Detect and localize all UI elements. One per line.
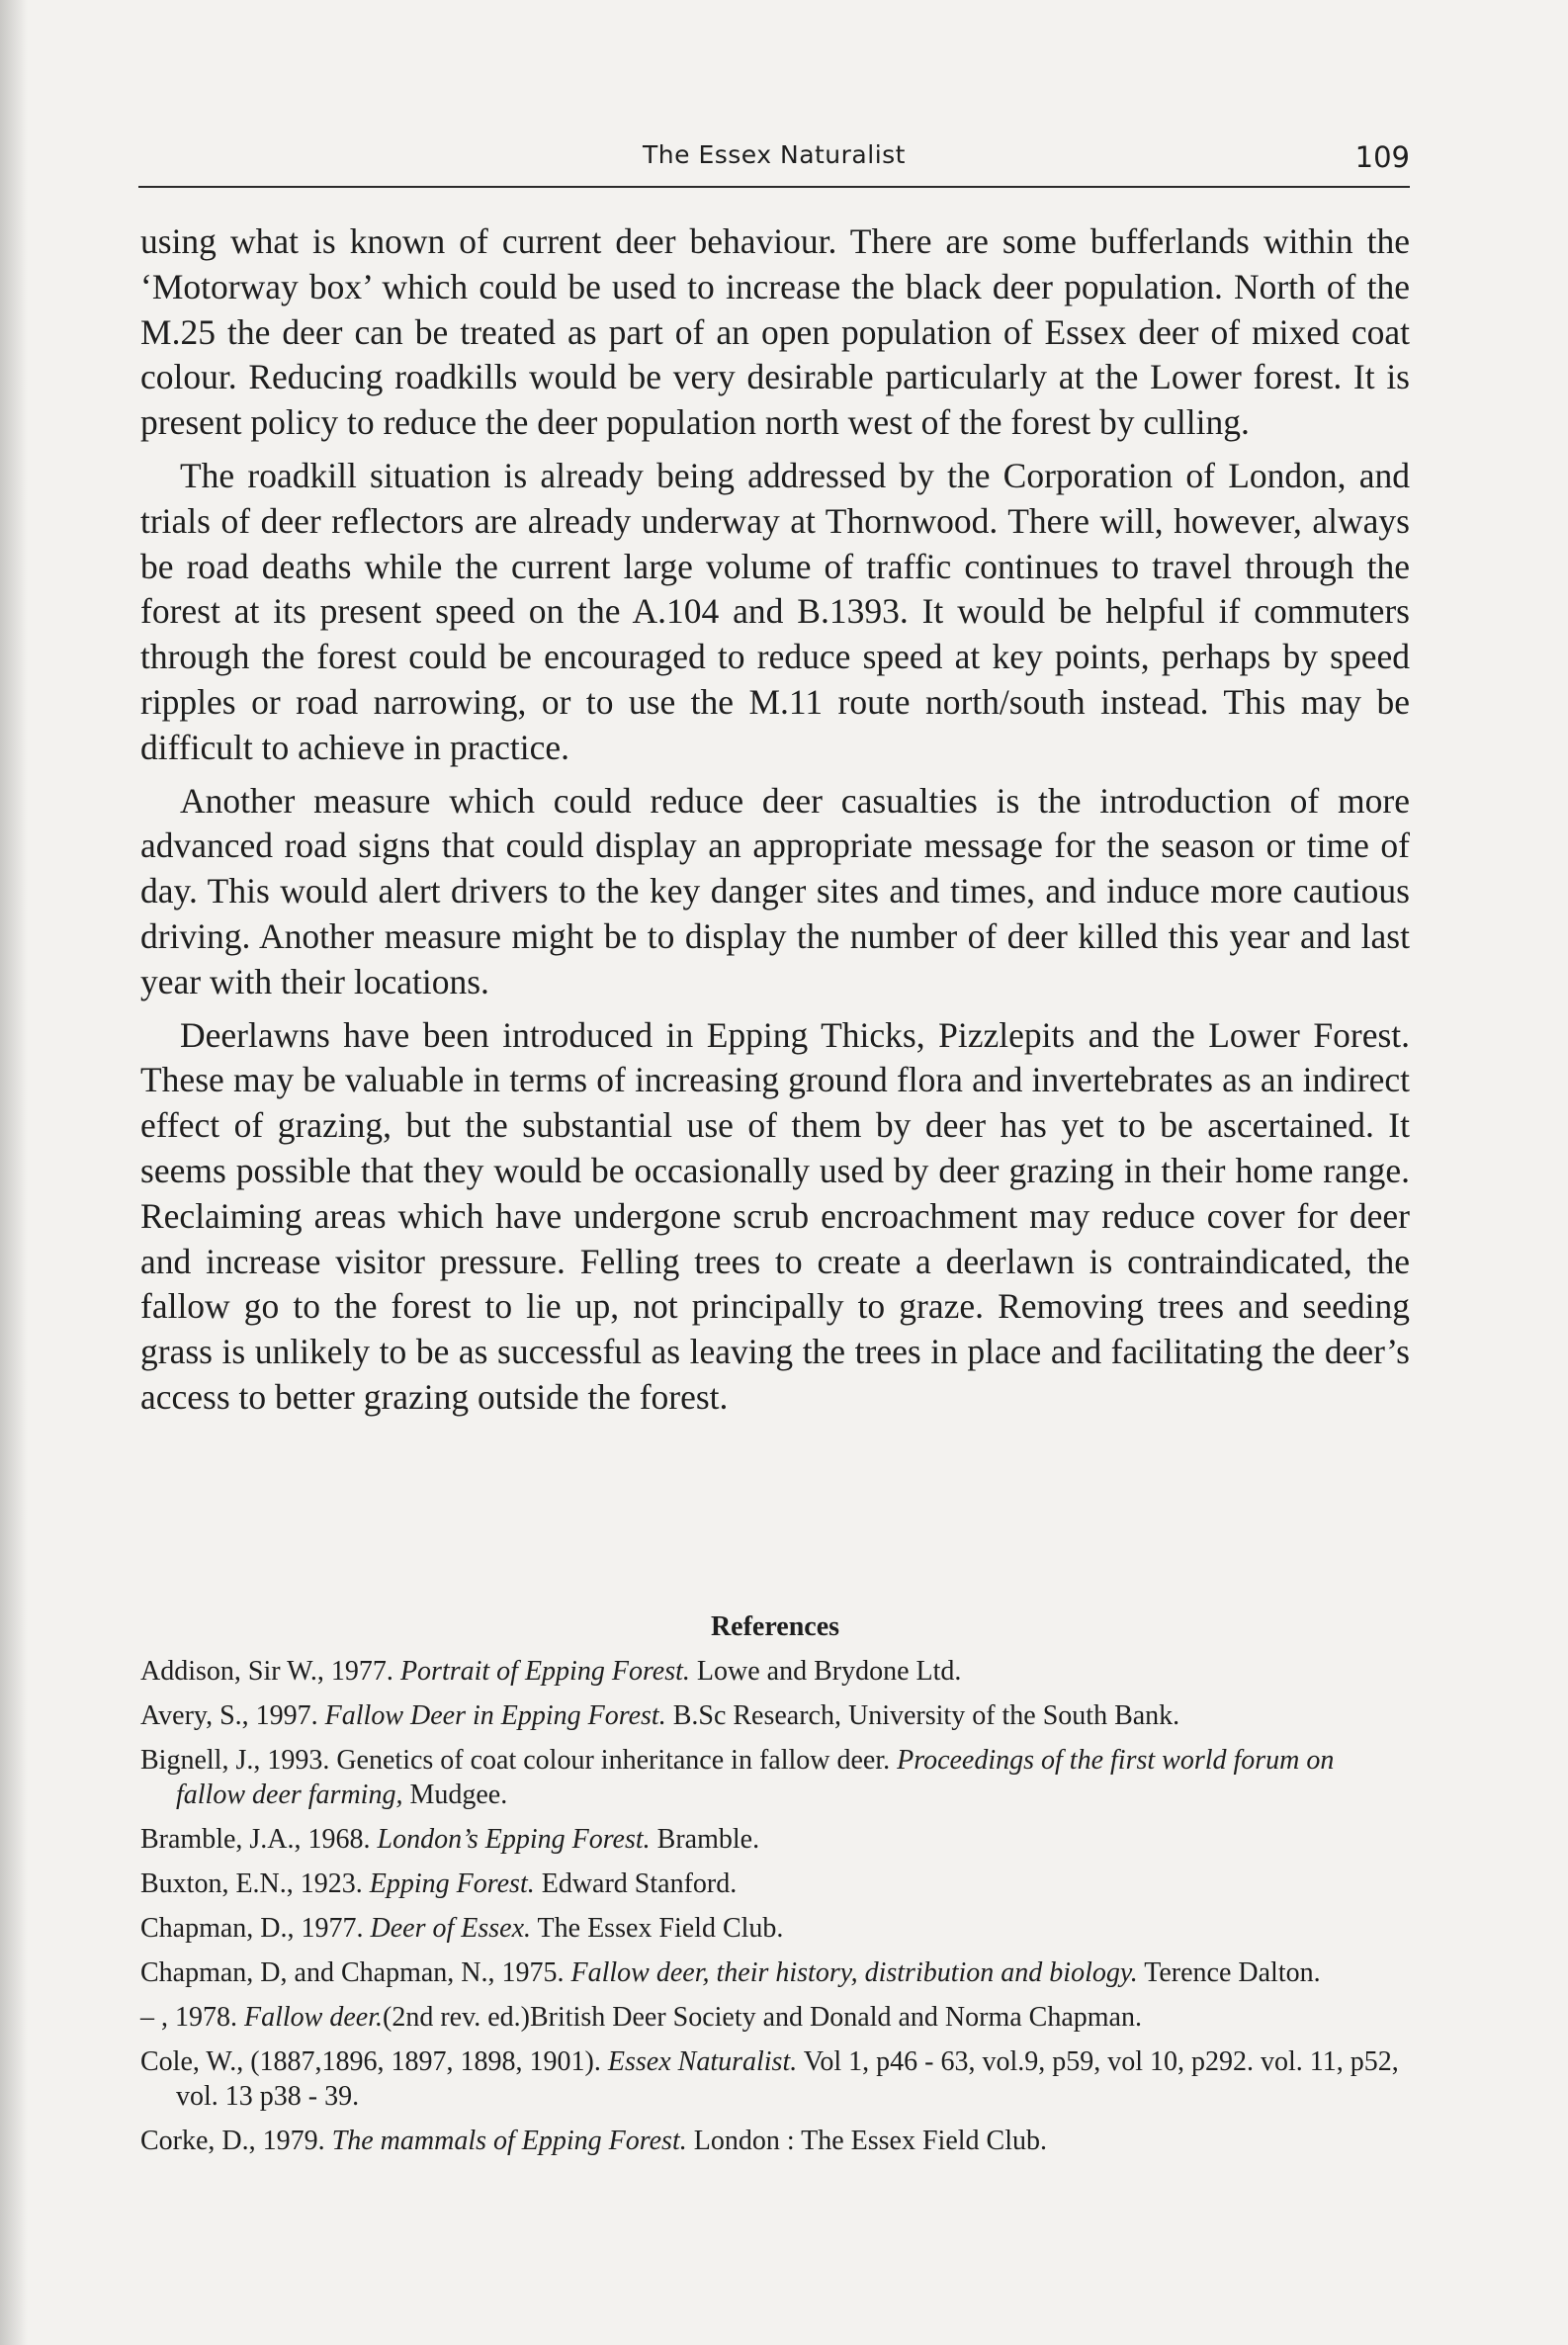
reference-text: Mudgee. — [402, 1780, 508, 1810]
reference-item — [140, 2124, 1410, 2158]
paragraph: using what is known of current deer behaviour. There are some bufferlands within the ‘Motorway box’ which could be used to increase the black deer population. North of the M.25 the deer can be treated as part of an open population of Essex deer of mixed coat colour. Reducing roadkills would be very desirable particularly at the Lower forest. It is present policy to reduce the deer population north west of the forest by culling. — [140, 221, 1410, 443]
reference-text: B.Sc Research, University of the South Bank. — [665, 1700, 1180, 1731]
reference-text: Lowe and Brydone Ltd. — [689, 1656, 962, 1687]
reference-title: Portrait of Epping Forest. — [399, 1656, 690, 1687]
reference-item — [140, 1698, 1410, 1733]
reference-text: Avery, S., 1997. — [140, 1700, 325, 1731]
reference-item — [140, 2000, 1410, 2035]
reference-text: London : The Essex Field Club. — [686, 2126, 1047, 2156]
running-header — [138, 130, 1410, 188]
paragraph: Deerlawns have been introduced in Epping Thicks, Pizzlepits and the Lower Forest. These may be valuable in terms of increasing ground flora and invertebrates as an indirect effect of grazing, but the substantial use of them by deer has yet to be ascertained. It seems possible that they would be occasionally used by deer grazing in their home range. Reclaiming areas which have undergone scrub encroachment may reduce cover for deer and increase visitor pressure. Felling trees to create a deerlawn is contraindicated, the fallow go to the forest to lie up, not principally to graze. Removing trees and seeding grass is unlikely to be as successful as leaving the trees in place and facilitating the deer’s access to better grazing outside the forest. — [140, 1014, 1410, 1417]
reference-text: Chapman, D., 1977. — [140, 1913, 371, 1944]
article-body — [140, 219, 1410, 1421]
reference-item — [140, 1955, 1410, 1990]
reference-text: Cole, W., (1887,1896, 1897, 1898, 1901). — [140, 2046, 608, 2077]
reference-text: The Essex Field Club. — [531, 1913, 784, 1944]
reference-text: Bignell, J., 1993. Genetics of coat colour inheritance in fallow deer. — [140, 1745, 898, 1776]
journal-title: The Essex Naturalist — [643, 140, 906, 169]
reference-text: Terence Dalton. — [1137, 1957, 1321, 1988]
reference-text: Bramble. — [650, 1824, 760, 1855]
reference-text: Buxton, E.N., 1923. — [140, 1868, 370, 1899]
reference-text: Addison, Sir W., 1977. — [140, 1656, 400, 1687]
reference-text: Corke, D., 1979. — [140, 2126, 332, 2156]
reference-title: London’s Epping Forest. — [377, 1824, 651, 1855]
reference-text: Bramble, J.A., 1968. — [140, 1824, 378, 1855]
reference-title: Proceedings of the first world forum on fallow deer farming, — [176, 1745, 1335, 1810]
paragraph: Another measure which could reduce deer casualties is the introduction of more advanced road signs that could display an appropriate message for the season or time of day. This would alert drivers to the key danger sites and times, and induce more cautious driving. Another measure might be to display the number of deer killed this year and last year with their locations. — [140, 780, 1410, 1001]
reference-title: Essex Naturalist. — [607, 2046, 798, 2077]
reference-title: Fallow deer. — [244, 2002, 383, 2033]
reference-title: Deer of Essex. — [370, 1913, 532, 1944]
reference-text: Vol 1, p46 - 63, vol.9, p59, vol 10, p292. vol. 11, p52, vol. 13 p38 - 39. — [176, 2046, 1399, 2112]
page-gutter-shadow — [0, 0, 28, 2345]
reference-title: Fallow Deer in Epping Forest. — [324, 1700, 666, 1731]
reference-text: – , 1978. — [140, 2002, 244, 2033]
reference-item — [140, 1743, 1410, 1812]
references-heading: References — [710, 1611, 840, 1642]
reference-title: Fallow deer, their history, distribution and biology. — [570, 1957, 1138, 1988]
reference-text: Chapman, D, and Chapman, N., 1975. — [140, 1957, 571, 1988]
page-number: 109 — [1354, 140, 1410, 174]
reference-item — [140, 1911, 1410, 1946]
reference-text: (2nd rev. ed.)British Deer Society and Donald and Norma Chapman. — [383, 2002, 1142, 2033]
reference-title: The mammals of Epping Forest. — [331, 2126, 687, 2156]
reference-item — [140, 2044, 1410, 2114]
paragraph: The roadkill situation is already being addressed by the Corporation of London, and trials of deer reflectors are already underway at Thornwood. There will, however, always be road deaths while the current large volume of traffic continues to travel through the forest at its present speed on the A.104 and B.1393. It would be helpful if commuters through the forest could be encouraged to reduce speed at key points, perhaps by speed ripples or road narrowing, or to use the M.11 route north/south instead. This may be difficult to achieve in practice. — [140, 455, 1410, 767]
reference-item — [140, 1867, 1410, 1901]
references-section — [140, 1609, 1410, 2168]
reference-item — [140, 1654, 1410, 1689]
reference-title: Epping Forest. — [369, 1868, 535, 1899]
reference-item — [140, 1822, 1410, 1857]
reference-text: Edward Stanford. — [534, 1868, 738, 1899]
